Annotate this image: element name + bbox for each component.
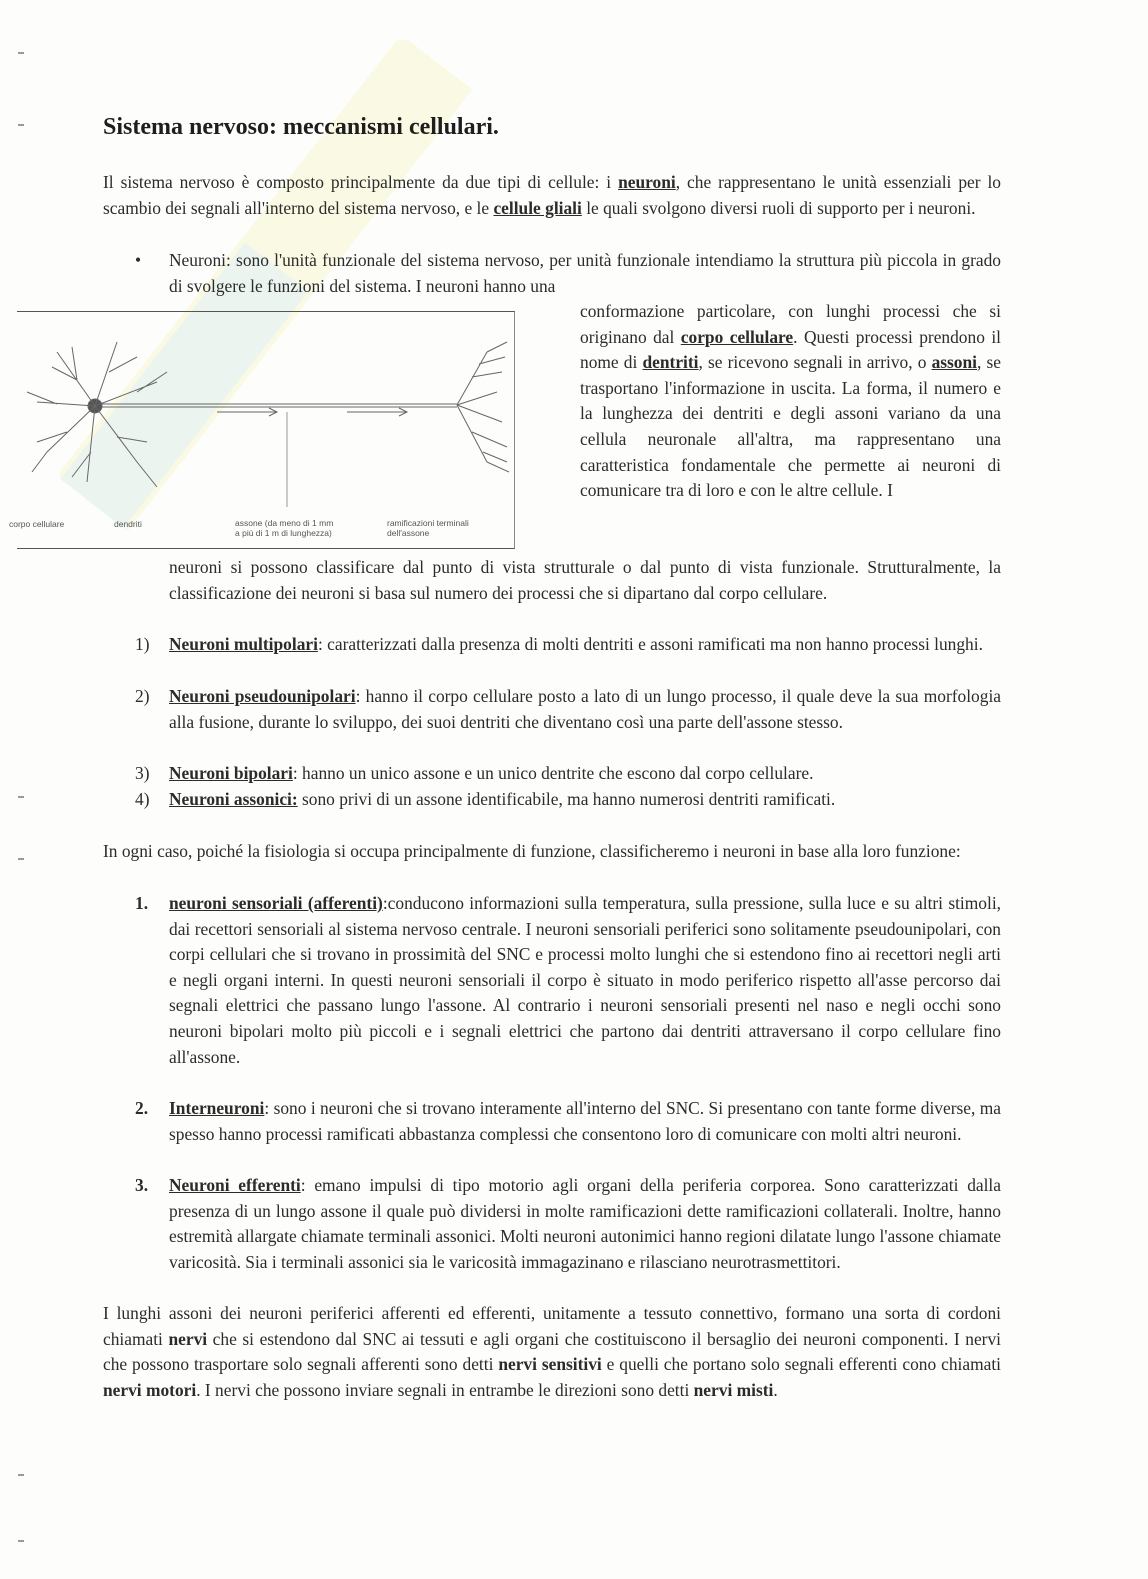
item-number: 3): [135, 763, 150, 783]
final-text: che si estendono dal SNC ai tessuti e agli organi che costituiscono il bersaglio dei neuroni componenti. I nervi che possono trasportare solo segnali afferenti sono detti: [103, 1328, 1001, 1375]
structural-item-1: [135, 632, 1001, 658]
item-text: : emano impulsi di tipo motorio agli organi della periferia corporea. Sono caratterizzati dalla presenza di un lungo assone il quale può dividersi in molte ramificazioni dette ramificazioni collaterali. Inoltre, hanno estremità allargate chiamate terminali assonici. Molti neuroni autonimici hanno regioni dilatate lungo l'assone chiamate varicosità. Sia i terminali assonici sia le varicosità immagazinano e rilasciano neurotrasmettitori.: [169, 1175, 1001, 1272]
item-term: Neuroni multipolari: [169, 634, 318, 654]
scan-mark: [18, 796, 24, 798]
scan-mark: [18, 124, 24, 126]
item-term: Neuroni efferenti: [169, 1175, 301, 1195]
intro-paragraph: [103, 170, 1001, 221]
scan-mark: [18, 1540, 24, 1542]
keyword-assoni: assoni: [931, 352, 978, 373]
side-text: , se trasportano l'informazione in uscita. La forma, il numero e la lunghezza dei dentriti e degli assoni variano da una cellula neuronale all'altra, ma rappresentano una caratteristica fondamentale che permette ai neuroni di comunicare tra di loro e con le altre cellule. I: [580, 352, 1001, 501]
bullet-neuroni: [135, 248, 1001, 299]
final-text: . I nervi che possono inviare segnali in entrambe le direzioni sono detti: [196, 1379, 694, 1400]
keyword-dentriti: dentriti: [642, 352, 699, 373]
page-title: Sistema nervoso: meccanismi cellulari.: [103, 114, 499, 140]
side-text: . Questi processi prendono il nome di: [580, 326, 1001, 373]
keyword-cellule-gliali: cellule gliali: [493, 197, 582, 218]
figure-side-text: [580, 299, 1001, 504]
item-number: 2.: [135, 1098, 149, 1118]
item-text: : hanno il corpo cellulare posto a lato di un lungo processo, il quale deve la sua morfologia alla fusione, durante lo sviluppo, dei suoi dentriti che diventano così una parte dell'assone stesso.: [169, 686, 1002, 732]
bullet-mark: •: [135, 250, 142, 270]
functional-item-3: [135, 1173, 1001, 1275]
continuation-paragraph: neuroni si possono classificare dal punto di vista strutturale o dal punto di vista funzionale. Strutturalmente, la classificazione dei neuroni si basa sul numero dei processi che si dipartano dal corpo cellulare.: [169, 557, 1001, 603]
label-assone: assone (da meno di 1 mm a più di 1 m di lunghezza): [235, 518, 334, 538]
structural-item-3: [135, 761, 1001, 787]
item-text: :conducono informazioni sulla temperatura, sulla pressione, sulla luce e su altri stimoli, dai recettori sensoriali al sistema nervoso centrale. I neuroni sensoriali periferici sono solitamente pseudounipolari, con corpi cellulari che si trovano in prossimità del SNC e processi molto lunghi che si estendono fino ai recettori negli arti e negli organi interni. In questi neuroni sensoriali il corpo è situato in modo periferico rispetto all'asse percorso dai segnali elettrici che passano lungo l'assone. Al contrario i neuroni sensoriali presenti nel naso e negli occhi sono neuroni bipolari molto più piccoli e i segnali elettrici che partono dai dentriti attraversano il corpo cellulare fino all'assone.: [169, 893, 1001, 1067]
bullet-text: Neuroni: sono l'unità funzionale del sistema nervoso, per unità funzionale intendiamo la struttura più piccola in grado di svolgere le funzioni del sistema. I neuroni hanno una: [169, 250, 1001, 296]
neuron-drawing: [17, 312, 514, 548]
neuron-figure: [9, 311, 515, 549]
final-paragraph: [103, 1301, 1001, 1403]
final-text: e quelli che portano solo segnali efferenti cono chiamati: [601, 1354, 1001, 1375]
item-number: 4): [135, 789, 150, 809]
keyword-neuroni: neuroni: [618, 172, 676, 192]
scan-mark: [18, 1474, 24, 1476]
item-term: neuroni sensoriali (afferenti): [169, 893, 383, 913]
label-dendriti: dendriti: [114, 519, 142, 529]
label-ramificazioni: ramificazioni terminali dell'assone: [387, 518, 469, 538]
item-text: : hanno un unico assone e un unico dentrite che escono dal corpo cellulare.: [292, 763, 814, 783]
keyword-nervi-misti: nervi misti: [693, 1379, 774, 1400]
item-text: : caratterizzati dalla presenza di molti dentriti e assoni ramificati ma non hanno processi lunghi.: [317, 634, 983, 654]
item-text: : sono i neuroni che si trovano interamente all'interno del SNC. Si presentano con tante forme diverse, ma spesso hanno processi ramificati abbastanza complessi che consentono loro di comunicare con molti altri neuroni.: [169, 1098, 1001, 1144]
final-text: .: [773, 1379, 778, 1400]
functional-item-2: [135, 1096, 1001, 1147]
item-number: 1): [135, 634, 150, 654]
keyword-nervi-motori: nervi motori: [103, 1379, 197, 1400]
item-text: sono privi di un assone identificabile, ma hanno numerosi dentriti ramificati.: [297, 789, 836, 809]
side-text: , se ricevono segnali in arrivo, o: [698, 352, 932, 373]
intro-text: le quali svolgono diversi ruoli di supporto per i neuroni.: [581, 197, 976, 218]
intro-text: , che rappresentano le unità essenziali per lo scambio dei segnali all'interno del sistema nervoso, e le: [103, 172, 1002, 218]
functional-intro: In ogni caso, poiché la fisiologia si occupa principalmente di funzione, classificheremo i neuroni in base alla loro funzione:: [103, 841, 961, 861]
structural-item-2: [135, 684, 1001, 735]
item-term: Neuroni assonici:: [169, 789, 298, 809]
item-number: 2): [135, 686, 150, 706]
scan-mark: [18, 52, 24, 54]
item-term: Neuroni bipolari: [169, 763, 293, 783]
functional-item-1: [135, 891, 1001, 1070]
intro-text: Il sistema nervoso è composto principalmente da due tipi di cellule: i: [103, 172, 619, 192]
item-term: Neuroni pseudounipolari: [169, 686, 356, 706]
label-corpo-cellulare: corpo cellulare: [9, 519, 65, 529]
final-text: I lunghi assoni dei neuroni periferici afferenti ed efferenti, unitamente a tessuto connettivo, formano una sorta di cordoni chiamati: [103, 1303, 1001, 1349]
item-number: 1.: [135, 893, 149, 913]
keyword-nervi-sensitivi: nervi sensitivi: [498, 1354, 602, 1375]
item-number: 3.: [135, 1175, 149, 1195]
structural-item-4: [135, 787, 1001, 813]
scan-mark: [18, 858, 24, 860]
side-text: conformazione particolare, con lunghi processi che si originano dal: [580, 301, 1001, 347]
item-term: Interneuroni: [169, 1098, 265, 1118]
keyword-corpo-cellulare: corpo cellulare: [680, 326, 794, 347]
keyword-nervi: nervi: [168, 1328, 208, 1349]
